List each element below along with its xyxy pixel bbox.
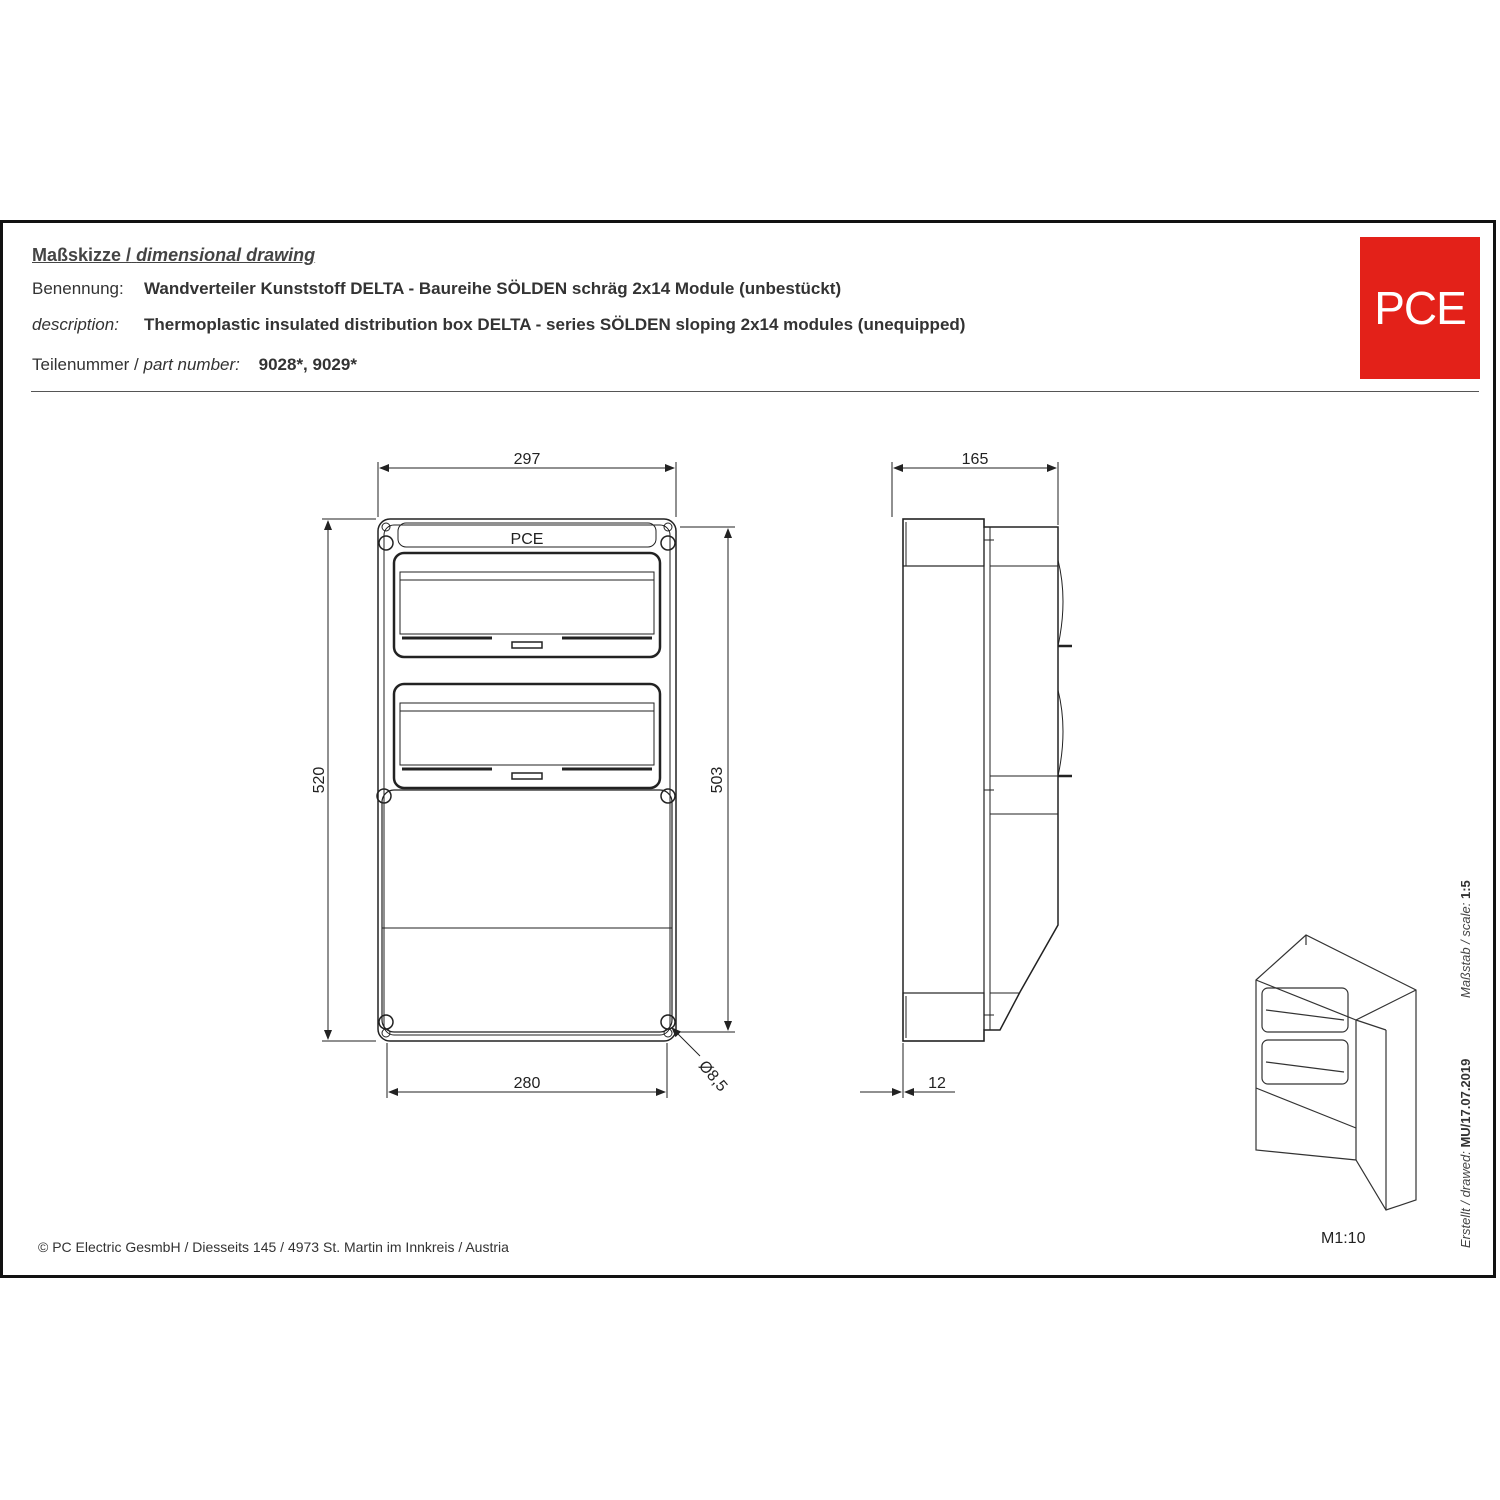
part-number-value: 9028*, 9029* (258, 355, 357, 374)
drawn-value: MU/17.07.2019 (1458, 1058, 1473, 1148)
front-view (377, 519, 676, 1041)
isometric-view (1256, 935, 1416, 1210)
description-label: description: (32, 315, 119, 334)
dim-height-inner: 503 (709, 766, 726, 794)
scale-label-text: Maßstab / scale: (1458, 902, 1473, 998)
front-inner-frame (384, 525, 670, 1035)
description-value: Thermoplastic insulated distribution box DELTA - series SÖLDEN sloping 2x14 modules (unequipped) (144, 315, 966, 334)
dim-height-outer: 520 (311, 766, 328, 794)
side-view (903, 519, 1072, 1041)
copyright-footer: © PC Electric GesmbH / Diesseits 145 / 4973 St. Martin im Innkreis / Austria (38, 1239, 509, 1255)
part-label-de: Teilenummer / (32, 355, 139, 374)
screw-mid-right (661, 789, 675, 803)
screw-bottom-right (661, 1015, 675, 1029)
front-outer-frame (378, 519, 676, 1041)
title-en: dimensional drawing (136, 245, 316, 265)
screw-bottom-left (379, 1015, 393, 1029)
front-lid-logo: PCE (510, 531, 544, 548)
name-label: Benennung: (32, 279, 124, 298)
pce-logo: PCE (1360, 237, 1480, 379)
dim-wall: 12 (928, 1075, 946, 1092)
part-label-en: part number: (143, 355, 240, 374)
dim-depth: 165 (961, 451, 989, 468)
side-dimensions (860, 462, 1058, 1098)
title-de: Maßskizze / (32, 245, 132, 265)
dim-hole-diameter: Ø8,5 (694, 1057, 731, 1096)
name-value: Wandverteiler Kunststoff DELTA - Baureihe SÖLDEN schräg 2x14 Module (unbestückt) (144, 279, 842, 298)
lower-cover (382, 790, 672, 1032)
module-window-2 (400, 703, 654, 765)
screw-top-left (379, 536, 393, 550)
dim-width-bottom: 280 (513, 1075, 541, 1092)
iso-scale-label: M1:10 (1321, 1230, 1366, 1247)
scale-value: 1:5 (1458, 880, 1473, 899)
module-window-1 (400, 572, 654, 634)
drawn-label: Erstellt / drawed: (1458, 1151, 1473, 1248)
screw-top-right (661, 536, 675, 550)
side-profile (903, 519, 1058, 1041)
dim-width-top: 297 (513, 451, 541, 468)
